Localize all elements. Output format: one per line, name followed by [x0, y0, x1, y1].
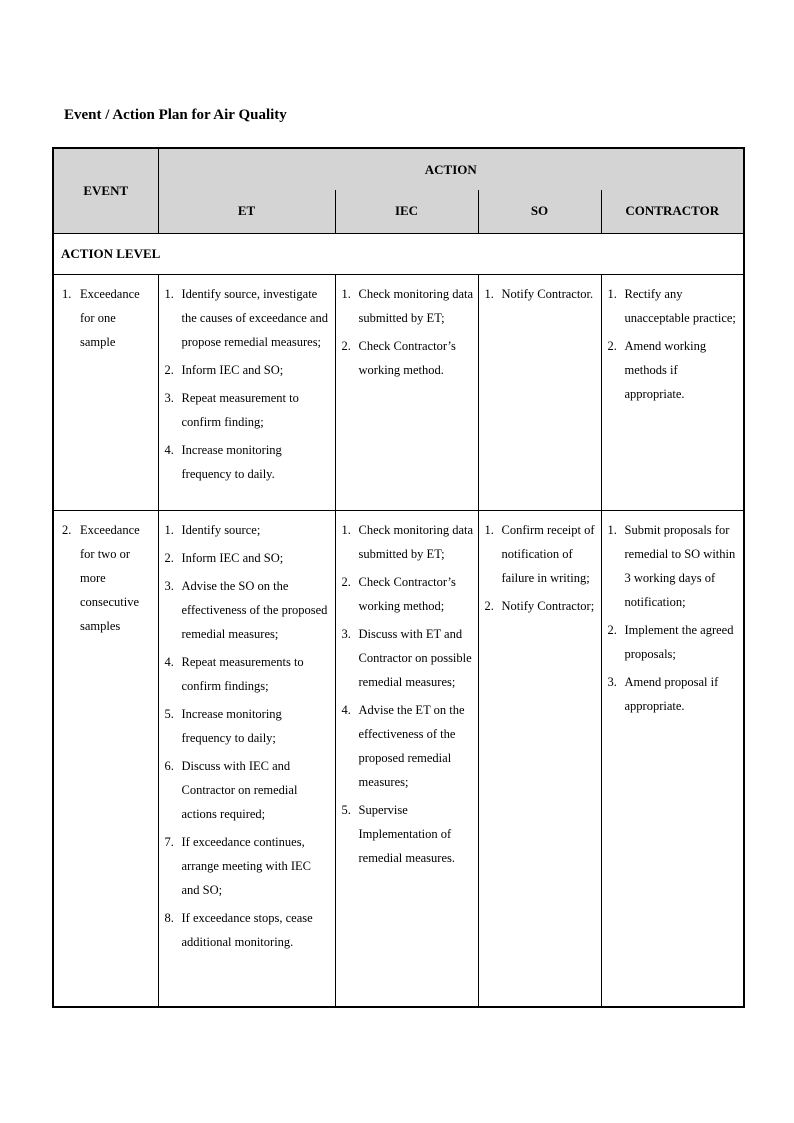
list-item: 2. Inform IEC and SO;: [164, 551, 284, 565]
step-text: Supervise Implementation of remedial measures.: [358, 803, 455, 865]
step-text: Notify Contractor;: [501, 599, 595, 613]
step-text: Discuss with IEC and Contractor on remedial actions required;: [181, 759, 298, 821]
list-item: 1. Rectify any unacceptable practice;: [607, 287, 736, 325]
list-item: 3. Amend proposal if appropriate.: [607, 675, 719, 713]
list-item: 8. If exceedance stops, cease additional monitoring.: [164, 911, 313, 949]
step-text: Implement the agreed proposals;: [624, 623, 734, 661]
header-et: ET: [158, 190, 335, 234]
list-item: 3. Repeat measurement to confirm finding;: [164, 391, 299, 429]
step-text: Repeat measurements to confirm findings;: [181, 655, 304, 693]
so-cell: [478, 275, 601, 511]
list-item: 1. Identify source, investigate the causes of exceedance and propose remedial measures;: [164, 287, 328, 349]
event-action-table: [52, 147, 745, 1008]
step-text: Confirm receipt of notification of failure in writing;: [501, 523, 595, 585]
header-event: EVENT: [53, 148, 158, 234]
event-text: Exceedance for one sample: [80, 287, 140, 349]
step-text: Amend working methods if appropriate.: [624, 339, 707, 401]
step-text: If exceedance continues, arrange meeting with IEC and SO;: [181, 835, 311, 897]
list-item: 2. Implement the agreed proposals;: [607, 623, 734, 661]
et-cell: [158, 511, 335, 1007]
list-item: 1. Identify source;: [164, 523, 261, 537]
list-item: 2. Check Contractor’s working method;: [341, 575, 456, 613]
table-row: [53, 275, 744, 511]
so-steps-list: [479, 511, 601, 628]
step-text: Advise the ET on the effectiveness of the proposed remedial measures;: [358, 703, 465, 789]
so-cell: [478, 511, 601, 1007]
step-text: Check monitoring data submitted by ET;: [358, 523, 474, 561]
list-item: 3. Discuss with ET and Contractor on possible remedial measures;: [341, 627, 472, 689]
event-number: 2.: [62, 523, 72, 537]
iec-cell: [335, 275, 478, 511]
step-text: Identify source;: [181, 523, 261, 537]
step-text: If exceedance stops, cease additional monitoring.: [181, 911, 313, 949]
step-text: Inform IEC and SO;: [181, 551, 284, 565]
step-text: Check Contractor’s working method.: [358, 339, 456, 377]
contractor-steps-list: [602, 275, 744, 416]
step-text: Notify Contractor.: [501, 287, 594, 301]
step-text: Discuss with ET and Contractor on possible remedial measures;: [358, 627, 472, 689]
list-item: 2. Amend working methods if appropriate.: [607, 339, 707, 401]
list-item: 1. Check monitoring data submitted by ET;: [341, 287, 474, 325]
step-text: Submit proposals for remedial to SO within 3 working days of notification;: [624, 523, 736, 609]
page-title: Event / Action Plan for Air Quality: [64, 107, 287, 123]
et-steps-list: [159, 511, 335, 964]
list-item: 1. Check monitoring data submitted by ET;: [341, 523, 474, 561]
list-item: 5. Supervise Implementation of remedial measures.: [341, 803, 455, 865]
list-item: 4. Advise the ET on the effectiveness of the proposed remedial measures;: [341, 703, 465, 789]
event-cell: [53, 511, 158, 1007]
list-item: 5. Increase monitoring frequency to daily;: [164, 707, 282, 745]
list-item: 2. Notify Contractor;: [484, 599, 595, 613]
list-item: 2. Inform IEC and SO;: [164, 363, 284, 377]
event-number: 1.: [62, 287, 72, 301]
header-action: ACTION: [158, 148, 744, 190]
list-item: 4. Increase monitoring frequency to daily.: [164, 443, 282, 481]
iec-cell: [335, 511, 478, 1007]
list-item: 1. Confirm receipt of notification of failure in writing;: [484, 523, 595, 585]
section-action-level: ACTION LEVEL: [53, 234, 744, 275]
step-text: Identify source, investigate the causes of exceedance and propose remedial measures;: [181, 287, 328, 349]
list-item: 7. If exceedance continues, arrange meeting with IEC and SO;: [164, 835, 311, 897]
list-item: 1. Submit proposals for remedial to SO within 3 working days of notification;: [607, 523, 736, 609]
iec-steps-list: [336, 275, 478, 392]
event-text: Exceedance for two or more consecutive samples: [80, 523, 140, 633]
step-text: Rectify any unacceptable practice;: [624, 287, 736, 325]
list-item: 3. Advise the SO on the effectiveness of the proposed remedial measures;: [164, 579, 328, 641]
step-text: Advise the SO on the effectiveness of the proposed remedial measures;: [181, 579, 328, 641]
header-iec: IEC: [335, 190, 478, 234]
contractor-cell: [601, 275, 744, 511]
step-text: Inform IEC and SO;: [181, 363, 284, 377]
step-text: Amend proposal if appropriate.: [624, 675, 719, 713]
header-so: SO: [478, 190, 601, 234]
list-item: 1. Notify Contractor.: [484, 287, 594, 301]
iec-steps-list: [336, 511, 478, 880]
step-text: Increase monitoring frequency to daily.: [181, 443, 282, 481]
so-steps-list: [479, 275, 601, 316]
list-item: 6. Discuss with IEC and Contractor on remedial actions required;: [164, 759, 298, 821]
et-steps-list: [159, 275, 335, 496]
list-item: 2. Check Contractor’s working method.: [341, 339, 456, 377]
contractor-cell: [601, 511, 744, 1007]
step-text: Repeat measurement to confirm finding;: [181, 391, 299, 429]
header-contractor: CONTRACTOR: [601, 190, 744, 234]
step-text: Check Contractor’s working method;: [358, 575, 456, 613]
step-text: Check monitoring data submitted by ET;: [358, 287, 474, 325]
list-item: 4. Repeat measurements to confirm findings;: [164, 655, 304, 693]
contractor-steps-list: [602, 511, 744, 728]
et-cell: [158, 275, 335, 511]
table-row: [53, 511, 744, 1007]
event-cell: [53, 275, 158, 511]
step-text: Increase monitoring frequency to daily;: [181, 707, 282, 745]
